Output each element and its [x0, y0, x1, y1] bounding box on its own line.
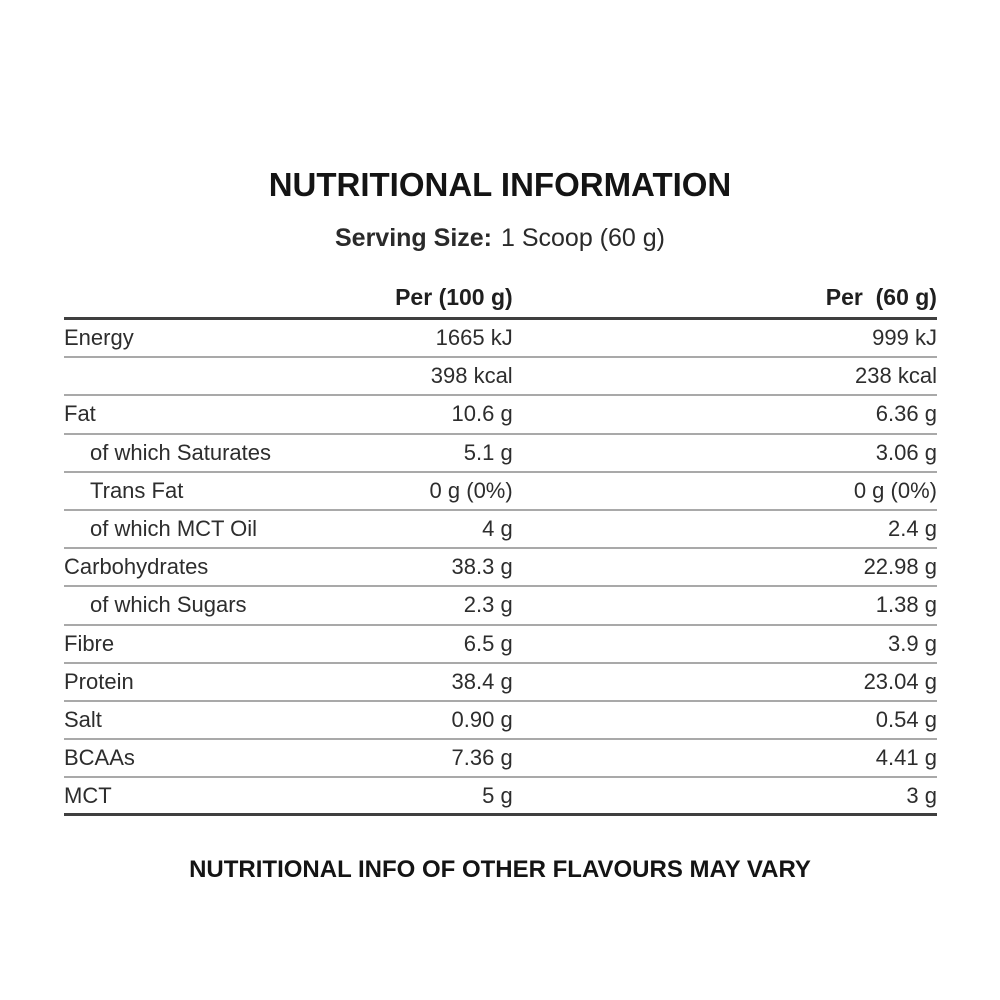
row-nutrient-cell: of which Saturates: [90, 439, 271, 465]
row-per-100g-cell: 4 g: [482, 516, 513, 542]
header-nutrient-column: [64, 284, 326, 311]
row-per-60g-cell: 3.06 g: [875, 439, 937, 465]
serving-size-line: [0, 224, 1000, 253]
table-row: [64, 549, 937, 587]
row-nutrient-cell: Protein: [64, 668, 134, 694]
row-per-60g-cell: 238 kcal: [855, 363, 937, 389]
row-per-100g-cell: 5.1 g: [463, 439, 513, 465]
row-per-60g-cell: 3.9 g: [888, 630, 937, 656]
row-nutrient-cell: Carbohydrates: [64, 554, 209, 580]
serving-size-value: 1 Scoop (60 g): [501, 224, 665, 252]
row-nutrient-cell: Fat: [64, 401, 96, 427]
row-nutrient-cell: Energy: [64, 325, 134, 351]
serving-size-label: Serving Size:: [335, 224, 492, 252]
row-per-100g-cell: 10.6 g: [451, 401, 513, 427]
row-per-100g-cell: 1665 kJ: [435, 325, 513, 351]
row-per-100g-cell: 0.90 g: [451, 706, 513, 732]
page-title: NUTRITIONAL INFORMATION: [268, 166, 732, 203]
table-row: [64, 587, 937, 625]
row-per-100g-cell: 38.3 g: [451, 554, 513, 580]
row-per-60g-cell: 2.4 g: [888, 516, 937, 542]
row-per-60g-cell: 4.41 g: [875, 745, 937, 771]
table-row: [64, 740, 937, 778]
row-per-100g-cell: 38.4 g: [451, 668, 513, 694]
table-row: [64, 778, 937, 816]
row-per-100g-cell: 6.5 g: [463, 630, 513, 656]
row-per-100g-cell: 0 g (0%): [429, 477, 513, 503]
row-nutrient-cell: Trans Fat: [90, 477, 184, 503]
row-per-100g-cell: 2.3 g: [463, 592, 513, 618]
row-per-60g-cell: 0 g (0%): [853, 477, 937, 503]
table-row: [64, 664, 937, 702]
row-per-60g-cell: 6.36 g: [875, 401, 937, 427]
table-row: [64, 702, 937, 740]
table-row: [64, 435, 937, 473]
row-per-60g-cell: 22.98 g: [863, 554, 937, 580]
table-row: [64, 358, 937, 396]
row-nutrient-cell: Salt: [64, 706, 102, 732]
table-header-row: [64, 284, 937, 320]
header-per-100g-column: Per (100 g): [395, 284, 513, 310]
nutrition-table-body: [64, 320, 937, 816]
row-nutrient-cell: BCAAs: [64, 745, 135, 771]
table-row: [64, 320, 937, 358]
footer-disclaimer: NUTRITIONAL INFO OF OTHER FLAVOURS MAY VARY: [189, 856, 811, 883]
row-nutrient-cell: Fibre: [64, 630, 115, 656]
row-per-100g-cell: 5 g: [482, 782, 513, 808]
row-nutrient-cell: MCT: [64, 782, 112, 808]
table-row: [64, 626, 937, 664]
row-per-60g-cell: 0.54 g: [875, 706, 937, 732]
row-per-100g-cell: 7.36 g: [451, 745, 513, 771]
row-nutrient-cell: of which Sugars: [90, 592, 247, 618]
nutrition-table: [64, 284, 937, 816]
row-per-60g-cell: 999 kJ: [872, 325, 937, 351]
table-row: [64, 511, 937, 549]
header-per-60g-column: Per (60 g): [825, 284, 937, 310]
row-per-60g-cell: 1.38 g: [875, 592, 937, 618]
row-per-60g-cell: 3 g: [906, 782, 937, 808]
row-per-100g-cell: 398 kcal: [430, 363, 513, 389]
table-row: [64, 473, 937, 511]
row-nutrient-cell: of which MCT Oil: [90, 516, 258, 542]
table-row: [64, 396, 937, 434]
row-per-60g-cell: 23.04 g: [863, 668, 937, 694]
